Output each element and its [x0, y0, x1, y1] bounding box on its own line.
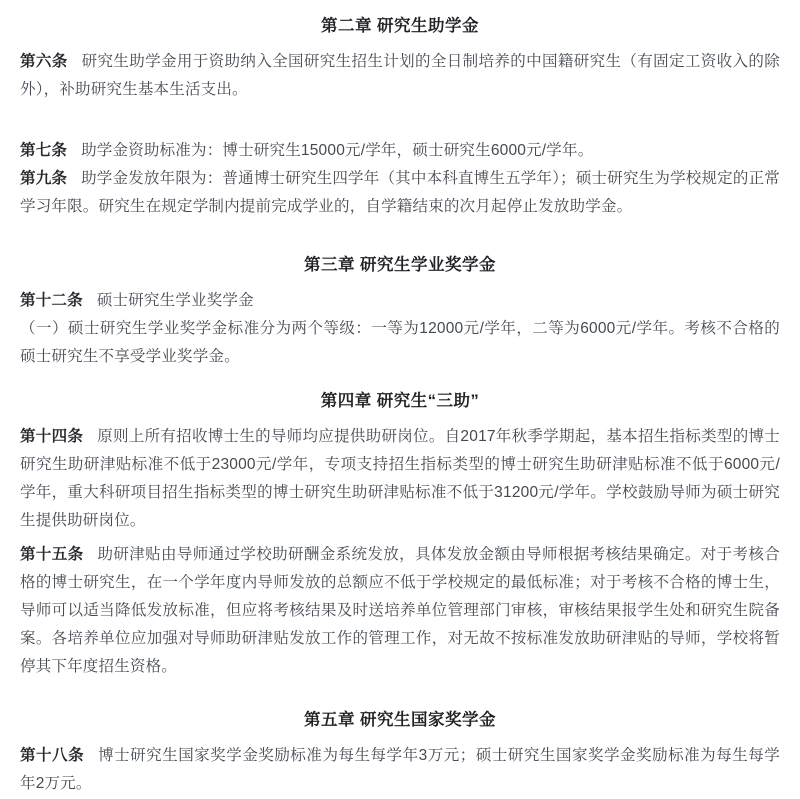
article-paragraph: [20, 165, 780, 221]
article-label: 第十四条: [20, 428, 84, 445]
chapter-heading: 第三章 研究生学业奖学金: [303, 256, 497, 274]
chapter-heading: 第二章 研究生助学金: [320, 17, 480, 35]
article-text: 原则上所有招收博士生的导师均应提供助研岗位。自2017年秋季学期起，基本招生指标类型的博士研究生助研津贴标准不低于23000元/学年，专项支持招生指标类型的博士研究生助研津贴标准不低于6000元/学年，重大科研项目招生指标类型的博士研究生助研津贴标准不低于31200元/学年。学校鼓励导师为硕士研究生提供助研岗位。: [20, 428, 780, 529]
article-paragraph: [20, 287, 780, 315]
article-label: 第六条: [20, 53, 68, 70]
article-label: 第九条: [20, 170, 68, 187]
article-text: 助学金资助标准为：博士研究生15000元/学年，硕士研究生6000元/学年。: [81, 142, 594, 159]
list-item-paragraph: [20, 315, 780, 371]
article-paragraph: [20, 541, 780, 681]
article-label: 第七条: [20, 142, 68, 159]
article-text: 助研津贴由导师通过学校助研酬金系统发放，具体发放金额由导师根据考核结果确定。对于考核合格的博士研究生，在一个学年度内导师发放的总额应不低于学校规定的最低标准；对于考核不合格的博士生，导师可以适当降低发放标准，但应将考核结果及时送培养单位管理部门审核，审核结果报学生处和研究生院备案。各培养单位应加强对导师助研津贴发放工作的管理工作，对无故不按标准发放助研津贴的导师，学校将暂停其下年度招生资格。: [20, 546, 780, 675]
article-paragraph: [20, 137, 780, 165]
article-text: 硕士研究生学业奖学金: [96, 292, 254, 309]
article-text: 博士研究生国家奖学金奖励标准为每生每学年3万元；硕士研究生国家奖学金奖励标准为每生每学年2万元。: [20, 747, 780, 792]
article-text: 研究生助学金用于资助纳入全国研究生招生计划的全日制培养的中国籍研究生（有固定工资收入的除外），补助研究生基本生活支出。: [20, 53, 780, 98]
article-label: 第十八条: [20, 747, 85, 764]
article-label: 第十五条: [20, 546, 84, 563]
article-paragraph: [20, 742, 780, 798]
article-paragraph: [20, 48, 780, 104]
chapter-heading: 第四章 研究生“三助”: [320, 392, 480, 410]
article-label: 第十二条: [20, 292, 83, 309]
chapter-heading: 第五章 研究生国家奖学金: [303, 711, 497, 729]
article-text: 助学金发放年限为：普通博士研究生四学年（其中本科直博生五学年）；硕士研究生为学校规定的正常学习年限。研究生在规定学制内提前完成学业的，自学籍结束的次月起停止发放助学金。: [20, 170, 780, 215]
article-paragraph: [20, 423, 780, 535]
article-text: （一）硕士研究生学业奖学金标准分为两个等级：一等为12000元/学年，二等为6000元/学年。考核不合格的硕士研究生不享受学业奖学金。: [20, 320, 780, 365]
